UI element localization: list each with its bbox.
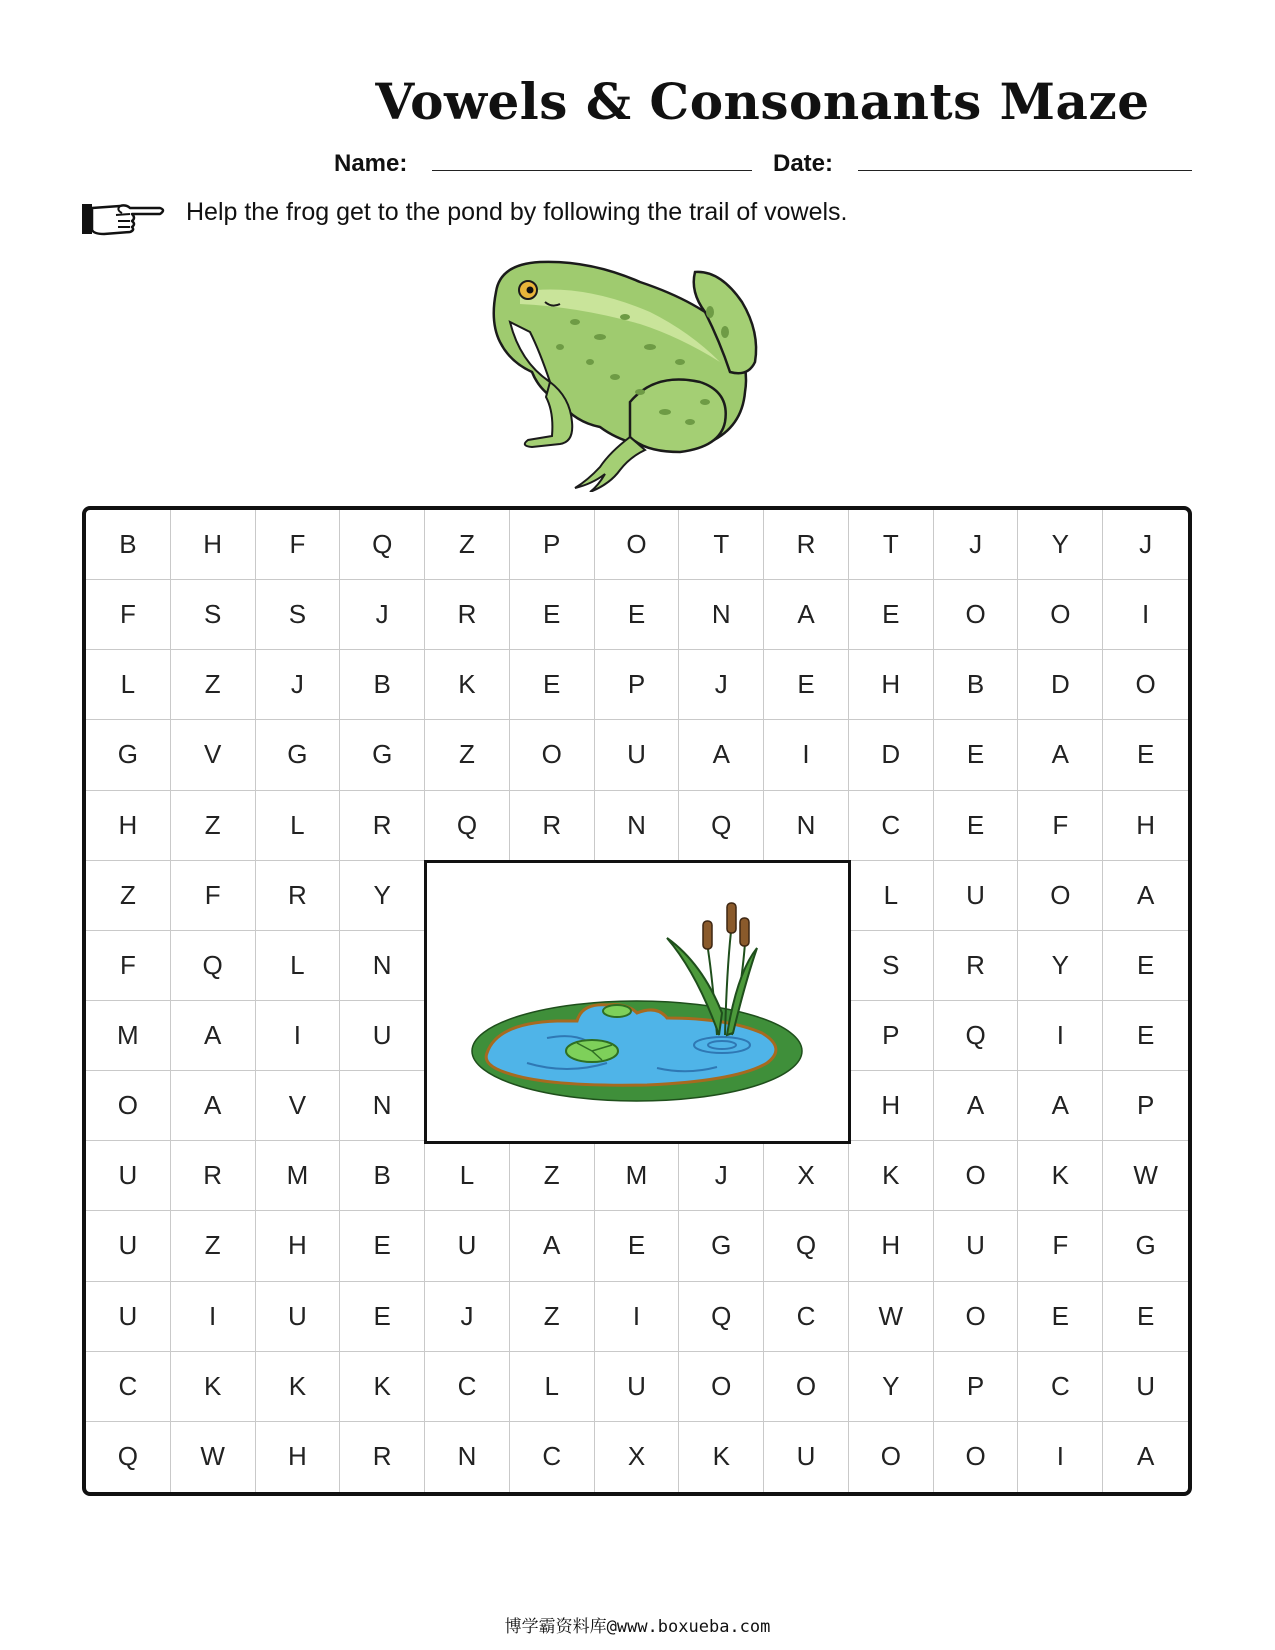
maze-cell[interactable]: T — [849, 510, 934, 580]
maze-cell[interactable]: H — [256, 1211, 341, 1281]
maze-cell[interactable]: A — [171, 1071, 256, 1141]
pond-illustration — [427, 863, 854, 1147]
maze-cell[interactable]: P — [595, 650, 680, 720]
maze-cell[interactable]: Q — [679, 791, 764, 861]
maze-cell[interactable]: A — [171, 1001, 256, 1071]
maze-cell[interactable]: U — [86, 1211, 171, 1281]
maze-cell[interactable]: G — [1103, 1211, 1188, 1281]
maze-cell[interactable]: R — [340, 1422, 425, 1492]
maze-cell[interactable]: B — [340, 650, 425, 720]
maze-cell[interactable]: F — [1018, 791, 1103, 861]
maze-cell[interactable]: U — [764, 1422, 849, 1492]
maze-cell[interactable]: C — [1018, 1352, 1103, 1422]
pond-goal-box — [424, 860, 851, 1144]
maze-cell[interactable]: F — [171, 861, 256, 931]
maze-cell[interactable]: A — [510, 1211, 595, 1281]
maze-cell[interactable]: B — [934, 650, 1019, 720]
maze-cell[interactable]: Z — [171, 1211, 256, 1281]
maze-cell[interactable]: R — [171, 1141, 256, 1211]
maze-cell[interactable]: Y — [1018, 510, 1103, 580]
maze-cell[interactable]: H — [849, 650, 934, 720]
maze-cell[interactable]: X — [595, 1422, 680, 1492]
name-field-line[interactable] — [432, 170, 752, 171]
maze-cell[interactable]: K — [849, 1141, 934, 1211]
maze-cell[interactable]: K — [679, 1422, 764, 1492]
frog-illustration — [480, 252, 800, 492]
maze-cell[interactable]: A — [1103, 861, 1188, 931]
maze-cell[interactable]: P — [849, 1001, 934, 1071]
maze-cell[interactable]: I — [1103, 580, 1188, 650]
maze-cell[interactable]: Q — [934, 1001, 1019, 1071]
maze-cell[interactable]: N — [340, 1071, 425, 1141]
maze-cell[interactable]: Q — [86, 1422, 171, 1492]
maze-cell[interactable]: Z — [171, 650, 256, 720]
maze-cell[interactable]: Y — [1018, 931, 1103, 1001]
maze-cell[interactable]: O — [934, 1422, 1019, 1492]
maze-cell[interactable]: J — [1103, 510, 1188, 580]
maze-cell[interactable]: Q — [764, 1211, 849, 1281]
maze-cell[interactable]: I — [595, 1282, 680, 1352]
maze-cell[interactable]: H — [849, 1071, 934, 1141]
maze-cell[interactable]: K — [340, 1352, 425, 1422]
maze-cell[interactable]: Q — [679, 1282, 764, 1352]
maze-cell[interactable]: V — [256, 1071, 341, 1141]
maze-cell[interactable]: W — [171, 1422, 256, 1492]
maze-cell[interactable]: A — [1018, 720, 1103, 790]
maze-cell[interactable]: J — [679, 1141, 764, 1211]
maze-cell[interactable]: L — [510, 1352, 595, 1422]
maze-cell[interactable]: L — [256, 791, 341, 861]
maze-cell[interactable]: C — [849, 791, 934, 861]
maze-cell[interactable]: U — [425, 1211, 510, 1281]
maze-cell[interactable]: A — [934, 1071, 1019, 1141]
date-label: Date: — [773, 150, 834, 177]
maze-cell[interactable]: O — [849, 1422, 934, 1492]
maze-cell[interactable]: H — [256, 1422, 341, 1492]
maze-cell[interactable]: R — [934, 931, 1019, 1001]
maze-cell[interactable]: U — [595, 720, 680, 790]
maze-cell[interactable]: E — [595, 580, 680, 650]
maze-cell[interactable]: O — [934, 1141, 1019, 1211]
maze-cell[interactable]: Q — [425, 791, 510, 861]
maze-cell[interactable]: J — [934, 510, 1019, 580]
maze-cell[interactable]: X — [764, 1141, 849, 1211]
maze-cell[interactable]: D — [1018, 650, 1103, 720]
maze-cell[interactable]: U — [934, 1211, 1019, 1281]
maze-cell[interactable]: O — [679, 1352, 764, 1422]
maze-cell[interactable]: O — [510, 720, 595, 790]
maze-cell[interactable]: N — [595, 791, 680, 861]
maze-cell[interactable]: F — [86, 931, 171, 1001]
maze-cell[interactable]: E — [1103, 931, 1188, 1001]
maze-cell[interactable]: C — [425, 1352, 510, 1422]
maze-cell[interactable]: B — [340, 1141, 425, 1211]
maze-cell[interactable]: R — [764, 510, 849, 580]
maze-cell[interactable]: M — [86, 1001, 171, 1071]
maze-cell[interactable]: P — [934, 1352, 1019, 1422]
maze-cell[interactable]: I — [764, 720, 849, 790]
instruction-text: Help the frog get to the pond by following the trail of vowels. — [186, 198, 848, 226]
maze-cell[interactable]: G — [340, 720, 425, 790]
maze-cell[interactable]: Z — [510, 1282, 595, 1352]
maze-cell[interactable]: N — [764, 791, 849, 861]
maze-cell[interactable]: E — [340, 1282, 425, 1352]
maze-cell[interactable]: U — [934, 861, 1019, 931]
maze-cell[interactable]: J — [425, 1282, 510, 1352]
maze-cell[interactable]: M — [595, 1141, 680, 1211]
maze-cell[interactable]: J — [340, 580, 425, 650]
maze-cell[interactable]: L — [425, 1141, 510, 1211]
maze-cell[interactable]: F — [256, 510, 341, 580]
maze-cell[interactable]: O — [1018, 580, 1103, 650]
maze-cell[interactable]: N — [425, 1422, 510, 1492]
maze-cell[interactable]: Z — [425, 720, 510, 790]
maze-cell[interactable]: W — [849, 1282, 934, 1352]
maze-cell[interactable]: E — [595, 1211, 680, 1281]
maze-cell[interactable]: D — [849, 720, 934, 790]
maze-cell[interactable]: E — [1103, 1001, 1188, 1071]
maze-cell[interactable]: U — [340, 1001, 425, 1071]
maze-cell[interactable]: H — [849, 1211, 934, 1281]
maze-cell[interactable]: L — [256, 931, 341, 1001]
maze-cell[interactable]: K — [171, 1352, 256, 1422]
maze-cell[interactable]: U — [595, 1352, 680, 1422]
maze-cell[interactable]: E — [1103, 1282, 1188, 1352]
maze-cell[interactable]: M — [256, 1141, 341, 1211]
maze-cell[interactable]: J — [256, 650, 341, 720]
worksheet-title: Vowels & Consonants Maze — [375, 72, 1150, 131]
maze-cell[interactable]: U — [86, 1141, 171, 1211]
maze-cell[interactable]: Z — [425, 510, 510, 580]
maze-cell[interactable]: U — [1103, 1352, 1188, 1422]
maze-cell[interactable]: A — [764, 580, 849, 650]
maze-cell[interactable]: K — [425, 650, 510, 720]
maze-cell[interactable]: I — [1018, 1422, 1103, 1492]
maze-cell[interactable]: Z — [171, 791, 256, 861]
maze-cell[interactable]: S — [256, 580, 341, 650]
maze-cell[interactable]: E — [1018, 1282, 1103, 1352]
maze-cell[interactable]: O — [934, 1282, 1019, 1352]
maze-cell[interactable]: E — [934, 791, 1019, 861]
maze-cell[interactable]: R — [510, 791, 595, 861]
maze-cell[interactable]: Y — [849, 1352, 934, 1422]
maze-cell[interactable]: G — [679, 1211, 764, 1281]
maze-cell[interactable]: L — [86, 650, 171, 720]
maze-cell[interactable]: E — [1103, 720, 1188, 790]
maze-cell[interactable]: A — [679, 720, 764, 790]
maze-cell[interactable]: Z — [86, 861, 171, 931]
maze-cell[interactable]: O — [595, 510, 680, 580]
maze-cell[interactable]: L — [849, 861, 934, 931]
name-label: Name: — [334, 150, 408, 177]
maze-cell[interactable]: C — [764, 1282, 849, 1352]
maze-cell[interactable]: O — [86, 1071, 171, 1141]
maze-cell[interactable]: P — [1103, 1071, 1188, 1141]
maze-cell[interactable]: R — [340, 791, 425, 861]
maze-cell[interactable]: E — [510, 650, 595, 720]
maze-cell[interactable]: V — [171, 720, 256, 790]
maze-cell[interactable]: Y — [340, 861, 425, 931]
maze-cell[interactable]: B — [86, 510, 171, 580]
maze-cell[interactable]: A — [1136, 1441, 1155, 1472]
maze-cell[interactable]: G — [256, 720, 341, 790]
maze-cell[interactable]: S — [171, 580, 256, 650]
maze-cell[interactable]: E — [510, 580, 595, 650]
maze-cell[interactable]: C — [510, 1422, 595, 1492]
maze-cell[interactable]: N — [340, 931, 425, 1001]
maze-cell[interactable]: F — [1018, 1211, 1103, 1281]
maze-cell[interactable]: E — [934, 720, 1019, 790]
maze-cell[interactable]: I — [1018, 1001, 1103, 1071]
maze-cell[interactable]: I — [171, 1282, 256, 1352]
maze-cell[interactable]: I — [256, 1001, 341, 1071]
maze-cell[interactable]: F — [86, 580, 171, 650]
footer-watermark: 博学霸资料库@www.boxueba.com — [504, 1617, 771, 1637]
maze-cell[interactable]: E — [340, 1211, 425, 1281]
maze-cell[interactable]: K — [1018, 1141, 1103, 1211]
maze-cell[interactable]: N — [679, 580, 764, 650]
maze-cell[interactable]: R — [256, 861, 341, 931]
maze-cell[interactable]: O — [764, 1352, 849, 1422]
maze-cell[interactable]: P — [510, 510, 595, 580]
maze-cell[interactable]: J — [679, 650, 764, 720]
date-field-line[interactable] — [858, 170, 1192, 171]
maze-cell[interactable]: O — [934, 580, 1019, 650]
maze-cell[interactable]: W — [1103, 1141, 1188, 1211]
maze-cell[interactable]: T — [679, 510, 764, 580]
maze-cell[interactable]: E — [764, 650, 849, 720]
maze-cell[interactable]: H — [86, 791, 171, 861]
maze-cell[interactable]: Q — [171, 931, 256, 1001]
maze-cell[interactable]: S — [849, 931, 934, 1001]
maze-cell[interactable]: U — [86, 1282, 171, 1352]
maze-cell[interactable]: R — [425, 580, 510, 650]
maze-cell[interactable]: A — [1018, 1071, 1103, 1141]
maze-cell[interactable]: C — [86, 1352, 171, 1422]
maze-cell[interactable]: E — [849, 580, 934, 650]
maze-cell[interactable]: H — [171, 510, 256, 580]
maze-cell[interactable]: K — [256, 1352, 341, 1422]
maze-cell[interactable]: U — [256, 1282, 341, 1352]
maze-cell[interactable]: Q — [340, 510, 425, 580]
maze-cell[interactable]: H — [1103, 791, 1188, 861]
maze-cell[interactable]: Z — [510, 1141, 595, 1211]
maze-cell[interactable]: G — [86, 720, 171, 790]
maze-cell[interactable]: O — [1018, 861, 1103, 931]
pointing-hand-icon — [80, 196, 166, 240]
maze-cell[interactable]: O — [1103, 650, 1188, 720]
